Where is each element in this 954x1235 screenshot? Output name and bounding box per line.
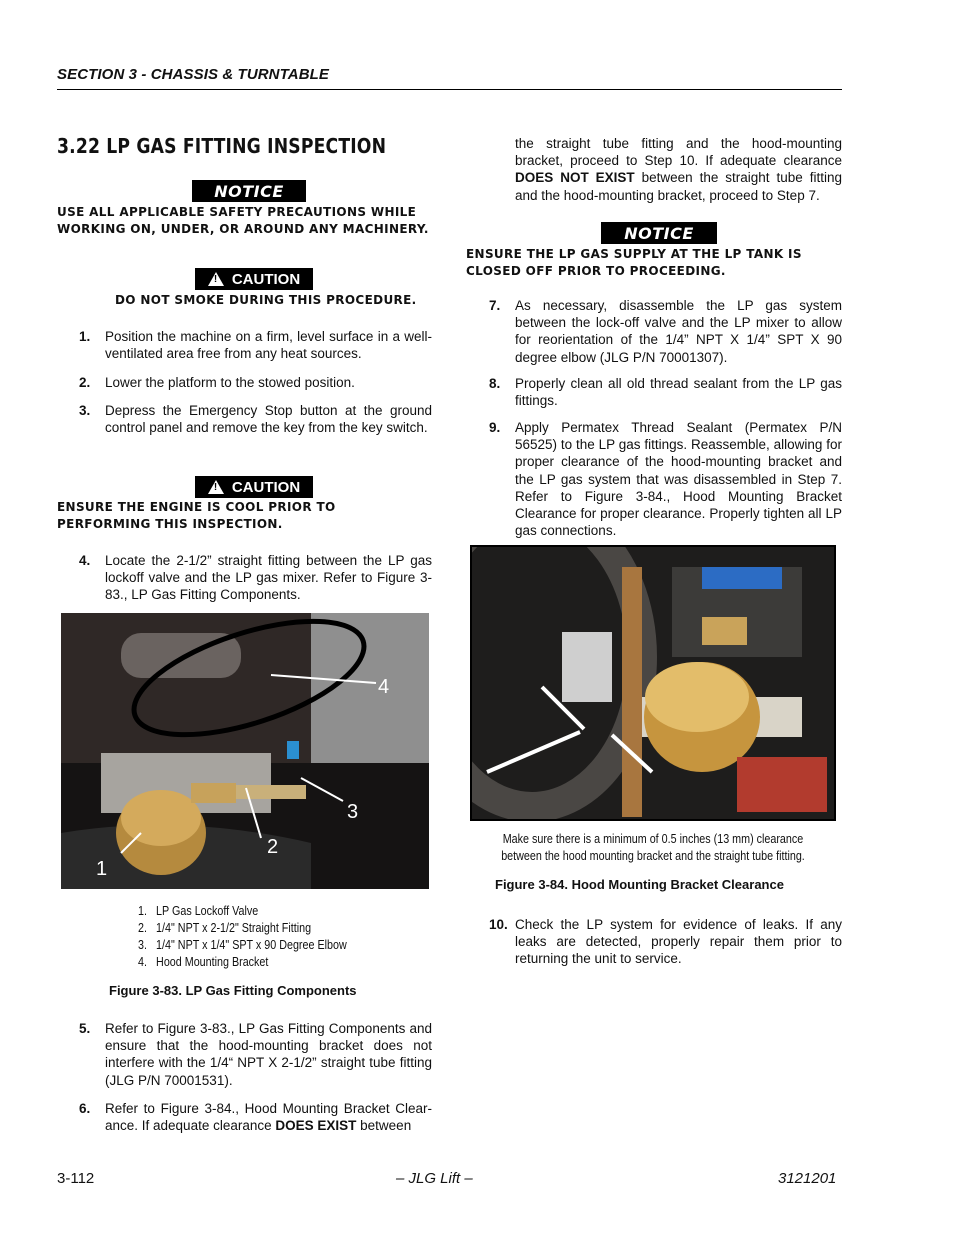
page-number: 3-112 <box>57 1170 95 1187</box>
caution-text: ENSURE THE ENGINE IS COOL PRIOR TO PERFORMING THIS INSPECTION. <box>57 500 336 531</box>
legend-item <box>138 937 347 954</box>
figure-legend <box>138 903 347 971</box>
step-text: Properly clean all old thread sealant from the LP gas fittings. <box>515 376 842 409</box>
callout-2: 2 <box>267 836 279 858</box>
notice-label: NOTICE <box>214 181 284 201</box>
callout-3: 3 <box>347 801 359 823</box>
legend-number: 4. <box>138 955 147 969</box>
caution-badge <box>195 268 313 290</box>
step-text: between the straight tube fitting and the hood-mounting bracket, proceed to Step 7. <box>515 170 842 203</box>
step-text: Depress the Emergency Stop button at the ground control panel and remove the key from the key switch. <box>105 403 432 436</box>
step-text: Check the LP system for evidence of leaks. If any leaks are detected, properly repair them prior to returning the unit to service. <box>515 917 842 967</box>
legend-number: 3. <box>138 938 147 952</box>
step-text: Refer to Figure 3-84., Hood Mounting Bracket Clear-ance. If adequate clearance <box>105 1101 432 1134</box>
notice-text: ENSURE THE LP GAS SUPPLY AT THE LP TANK IS CLOSED OFF PRIOR TO PROCEEDING. <box>466 247 802 278</box>
step-4 <box>79 552 432 604</box>
lp-gas-fitting-photo <box>61 613 429 889</box>
callout-1: 1 <box>96 858 108 880</box>
legend-item <box>138 954 347 971</box>
step-6 <box>79 1100 432 1134</box>
callout-4: 4 <box>378 676 390 698</box>
step-9 <box>489 419 842 539</box>
caution-badge <box>195 476 313 498</box>
legend-text: LP Gas Lockoff Valve <box>156 904 259 918</box>
warning-icon: ! <box>208 272 224 286</box>
legend-item <box>138 903 347 920</box>
header-rule <box>57 89 842 90</box>
step-number: 7. <box>489 298 501 313</box>
legend-text: 1/4" NPT x 1/4" SPT x 90 Degree Elbow <box>156 938 347 952</box>
step-number: 9. <box>489 420 501 435</box>
step-number: 10. <box>489 917 508 932</box>
step-emphasis: DOES EXIST <box>275 1118 357 1134</box>
step-text: Position the machine on a firm, level surface in a well-ventilated area free from any heat sources. <box>105 329 432 362</box>
step-number: 2. <box>79 375 91 390</box>
step-text: Lower the platform to the stowed position. <box>105 375 355 390</box>
lp-gas-fitting-illustration <box>61 613 429 889</box>
notice-badge <box>601 222 717 244</box>
document-number: 3121201 <box>778 1170 837 1187</box>
step-7 <box>489 297 842 366</box>
step-emphasis: DOES NOT EXIST <box>515 170 635 186</box>
step-number: 4. <box>79 553 91 568</box>
hood-bracket-clearance-photo <box>470 545 836 821</box>
step-1 <box>79 328 432 362</box>
step-number: 1. <box>79 329 91 344</box>
step-text: Apply Permatex Thread Sealant (Permatex P/N 56525) to the LP gas fittings. Reassemble, allowing for proper clearance of the hood-mounting bracket and the LP gas system that was disassembled in Step 7. Refer to Figure 3-84., Hood Mounting Bracket Clearance for proper clearance. Properly tighten all LP gas connections. <box>515 420 842 539</box>
figure-caption: Figure 3-84. Hood Mounting Bracket Clearance <box>495 877 784 892</box>
photo-note-line: Make sure there is a minimum of 0.5 inches (13 mm) clearance <box>502 832 804 846</box>
step-2 <box>79 374 432 391</box>
footer-publisher: – JLG Lift – <box>396 1170 473 1187</box>
step-8 <box>489 375 842 409</box>
step-number: 5. <box>79 1021 91 1036</box>
step-3 <box>79 402 432 436</box>
step-text: As necessary, disassemble the LP gas system between the lock-off valve and the LP mixer to allow for reorientation of the 1/4” NPT X 1/4” SPT X 90 degree elbow (JLG P/N 70001307). <box>515 298 842 365</box>
hood-bracket-illustration <box>472 547 834 819</box>
step-text: the straight tube fitting and the hood-mounting bracket, proceed to Step 10. If adequate clearance <box>515 136 842 169</box>
notice-label: NOTICE <box>624 223 694 243</box>
step-10 <box>489 916 842 968</box>
caution-text: DO NOT SMOKE DURING THIS PROCEDURE. <box>115 293 417 307</box>
photo-note-line: between the hood mounting bracket and the straight tube fitting. <box>501 849 805 863</box>
page-title: 3.22 LP GAS FITTING INSPECTION <box>57 134 387 158</box>
notice-text: USE ALL APPLICABLE SAFETY PRECAUTIONS WHILE WORKING ON, UNDER, OR AROUND ANY MACHINERY. <box>57 205 429 236</box>
figure-caption: Figure 3-83. LP Gas Fitting Components <box>109 983 357 998</box>
legend-item <box>138 920 347 937</box>
photo-note <box>496 831 811 865</box>
section-header: SECTION 3 - CHASSIS & TURNTABLE <box>57 66 330 83</box>
step-text: Refer to Figure 3-83., LP Gas Fitting Components and ensure that the hood-mounting bracket does not interfere with the 1/4“ NPT X 2-1/2” straight tube fitting (JLG P/N 70001531). <box>105 1021 432 1088</box>
step-5 <box>79 1020 432 1089</box>
step-number: 6. <box>79 1101 91 1116</box>
step-text: between <box>356 1118 412 1134</box>
warning-icon: ! <box>208 480 224 494</box>
legend-number: 1. <box>138 904 147 918</box>
caution-label: CAUTION <box>231 270 301 288</box>
legend-number: 2. <box>138 921 147 935</box>
legend-text: 1/4" NPT x 2-1/2" Straight Fitting <box>156 921 312 935</box>
step-number: 8. <box>489 376 501 391</box>
step-number: 3. <box>79 403 91 418</box>
legend-text: Hood Mounting Bracket <box>156 955 269 969</box>
notice-badge <box>192 180 306 202</box>
step-text: Locate the 2-1/2” straight fitting between the LP gas lockoff valve and the LP gas mixer. Refer to Figure 3-83., LP Gas Fitting Components. <box>105 553 432 603</box>
step-6-continued <box>515 135 842 204</box>
caution-label: CAUTION <box>231 478 301 496</box>
